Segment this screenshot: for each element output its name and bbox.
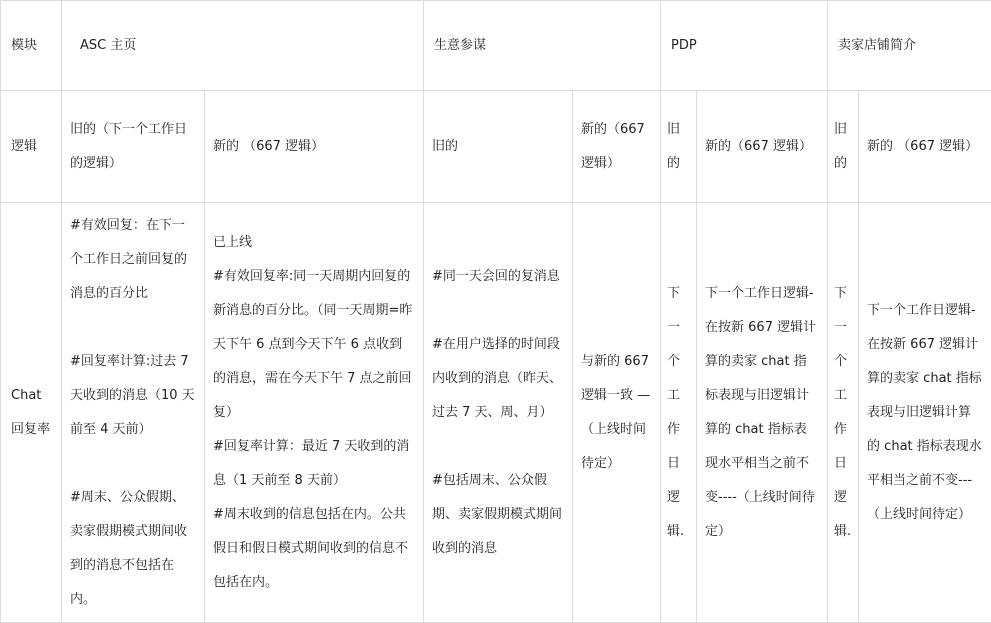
header-module: 模块 xyxy=(1,1,62,91)
pdp-old-cell: 下一个工作日逻辑. xyxy=(661,203,697,623)
store-new-cell: 下一个工作日逻辑-在按新 667 逻辑计算的卖家 chat 指标表现与旧逻辑计算的 chat 指标表现水平相当之前不变---（上线时间待定） xyxy=(859,203,991,623)
asc-new-cell xyxy=(205,203,424,623)
logic-label: 逻辑 xyxy=(1,91,62,203)
pdp-old-label: 旧的 xyxy=(661,91,697,203)
asc-old-text-2: #回复率计算:过去 7 天收到的消息（10 天前至 4 天前） xyxy=(70,345,196,447)
asc-new-text-2: #有效回复率:同一天周期内回复的新消息的百分比。（同一天周期=昨天下午 6 点到今天下午 6 点收到的消息，需在今天下午 7 点之前回复） xyxy=(213,260,415,430)
biz-old-cell xyxy=(424,203,573,623)
header-asc: ASC 主页 xyxy=(62,1,424,91)
biz-old-text-4: #包括周末、公众假期、卖家假期模式期间收到的消息 xyxy=(432,464,564,566)
biz-new-label: 新的（667 逻辑） xyxy=(573,91,661,203)
store-new-label: 新的 （667 逻辑） xyxy=(859,91,991,203)
chat-row xyxy=(1,203,991,623)
asc-new-text-1: 已上线 xyxy=(213,226,415,260)
biz-old-label: 旧的 xyxy=(424,91,573,203)
store-old-label: 旧的 xyxy=(828,91,859,203)
asc-old-label: 旧的（下一个工作日的逻辑） xyxy=(62,91,205,203)
pdp-new-label: 新的（667 逻辑） xyxy=(697,91,828,203)
biz-new-cell: 与新的 667 逻辑一致 —（上线时间待定） xyxy=(573,203,661,623)
pdp-new-cell: 下一个工作日逻辑-在按新 667 逻辑计算的卖家 chat 指标表现与旧逻辑计算的 chat 指标表现水平相当之前不变----（上线时间待定） xyxy=(697,203,828,623)
asc-new-label: 新的 （667 逻辑） xyxy=(205,91,424,203)
chat-label: Chat 回复率 xyxy=(1,203,62,623)
asc-new-text-3: #回复率计算：最近 7 天收到的消息（1 天前至 8 天前） xyxy=(213,430,415,498)
asc-old-cell xyxy=(62,203,205,623)
store-old-cell: 下一个工作日逻辑. xyxy=(828,203,859,623)
header-row xyxy=(1,1,991,91)
asc-old-text-1: #有效回复：在下一个工作日之前回复的消息的百分比 xyxy=(70,209,196,311)
header-biz: 生意参谋 xyxy=(424,1,661,91)
asc-old-text-3: #周末、公众假期、卖家假期模式期间收到的消息不包括在内。 xyxy=(70,481,196,617)
biz-old-text-3: 内收到的消息（昨天、过去 7 天、周、月） xyxy=(432,362,564,430)
header-store: 卖家店铺简介 xyxy=(828,1,991,91)
biz-old-text-1: #同一天会回的复消息 xyxy=(432,260,564,294)
logic-row xyxy=(1,91,991,203)
asc-new-text-4: #周末收到的信息包括在内。公共假日和假日模式期间收到的信息不包括在内。 xyxy=(213,498,415,600)
biz-old-text-2: #在用户选择的时间段 xyxy=(432,328,564,362)
header-pdp: PDP xyxy=(661,1,828,91)
